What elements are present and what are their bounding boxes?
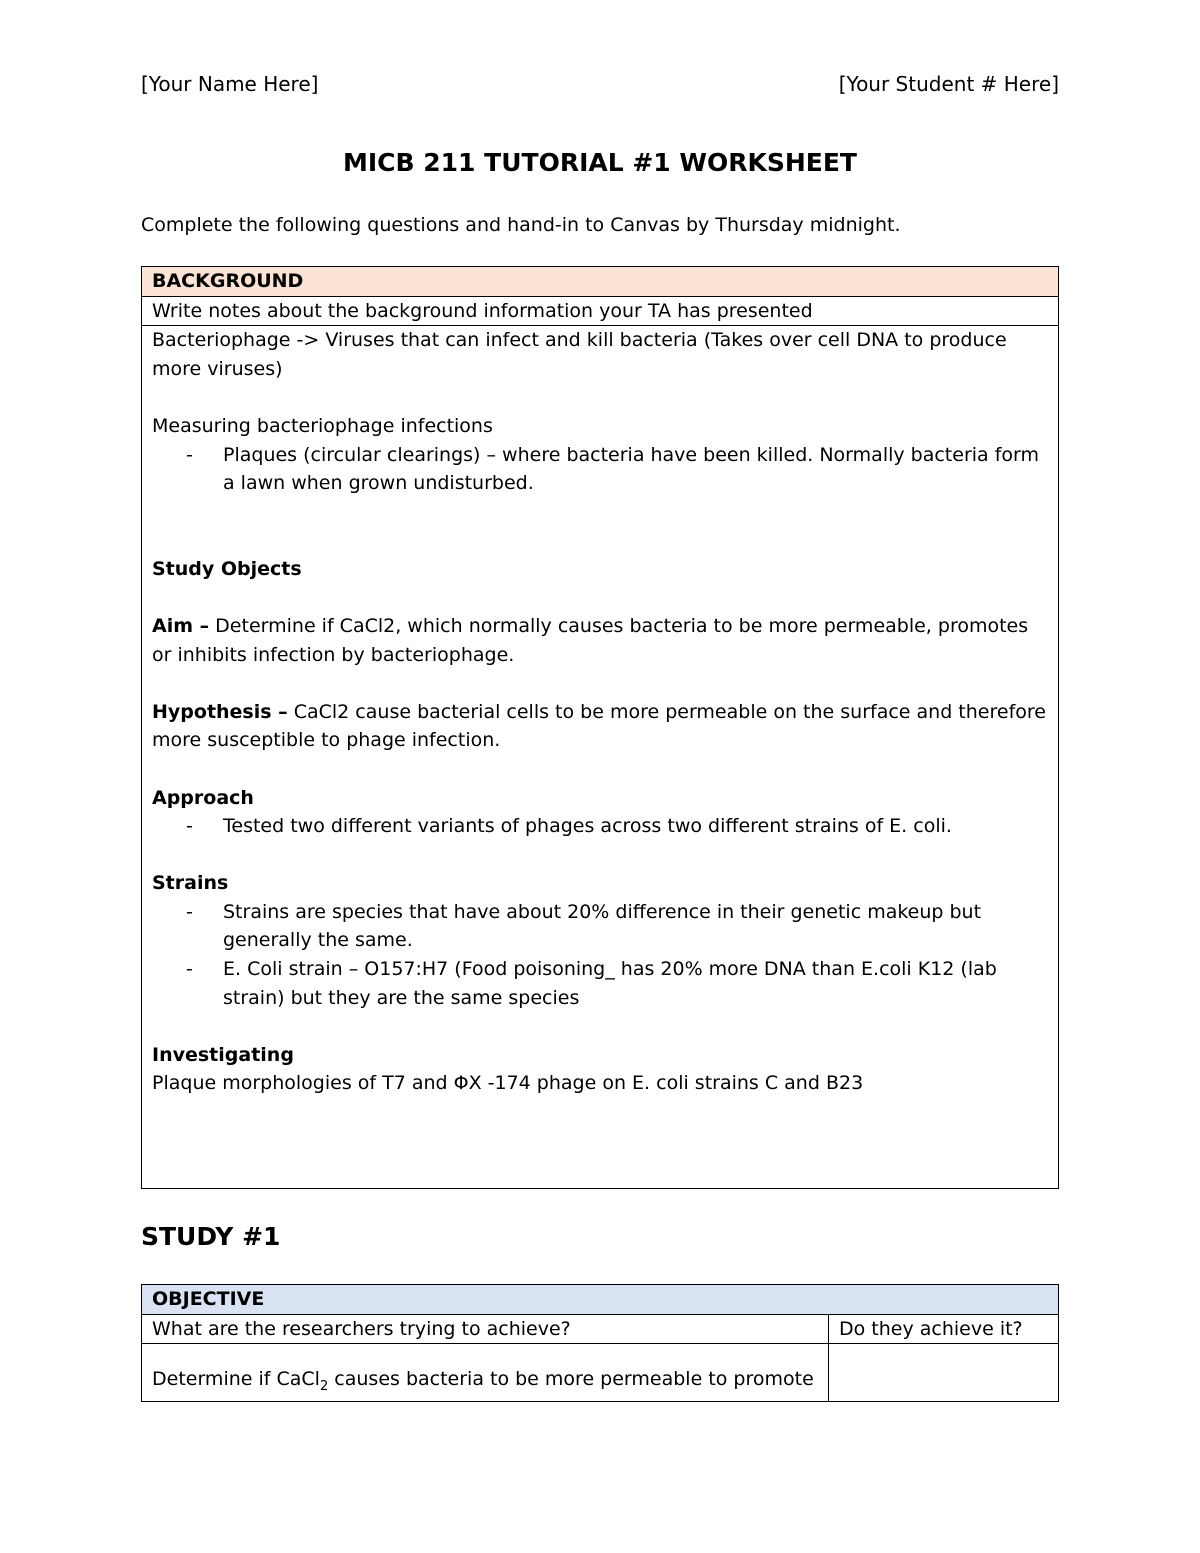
aim-label: Aim – [152, 614, 210, 637]
answer-subscript: 2 [319, 1378, 329, 1394]
study-1-heading: STUDY #1 [141, 1222, 281, 1251]
objective-question-right: Do they achieve it? [829, 1314, 1059, 1344]
investigating-heading: Investigating [152, 1043, 294, 1066]
name-placeholder: [Your Name Here] [141, 72, 319, 96]
measuring-heading: Measuring bacteriophage infections [152, 414, 493, 437]
bacteriophage-intro: Bacteriophage -> Viruses that can infect and kill bacteria (Takes over cell DNA to produce more viruses) [152, 329, 1007, 380]
strains-bullet-1: Strains are species that have about 20% difference in their genetic makeup but generally the same. [223, 900, 982, 952]
hypothesis-paragraph [152, 698, 1048, 755]
objective-answer-row[interactable] [142, 1344, 1059, 1402]
worksheet-title: MICB 211 TUTORIAL #1 WORKSHEET [342, 148, 857, 177]
objective-question-left: What are the researchers trying to achieve? [142, 1314, 829, 1344]
background-subheading: Write notes about the background information your TA has presented [142, 296, 1059, 326]
measuring-bullet: Plaques (circular clearings) – where bacteria have been killed. Normally bacteria form a lawn when grown undisturbed. [223, 443, 1040, 495]
investigating-text: Plaque morphologies of T7 and ΦX -174 phage on E. coli strains C and B23 [152, 1072, 864, 1095]
objective-heading: OBJECTIVE [142, 1285, 1059, 1315]
background-subheading-row [142, 296, 1059, 326]
objective-question-row [142, 1314, 1059, 1344]
background-notes[interactable] [142, 326, 1059, 1189]
strains-bullet-2: E. Coli strain – O157:H7 (Food poisoning_ has 20% more DNA than E.coli K12 (lab strain) but they are the same species [223, 958, 997, 1009]
objective-achieved-answer[interactable] [829, 1344, 1059, 1402]
approach-heading: Approach [152, 786, 254, 809]
aim-paragraph [152, 612, 1048, 669]
list-item: - Strains are species that have about 20% difference in their genetic makeup but generally the same. [186, 900, 982, 952]
background-heading: BACKGROUND [142, 267, 1059, 297]
study-objects-heading: Study Objects [152, 557, 302, 580]
approach-bullet: Tested two different variants of phages across two different strains of E. coli. [223, 815, 952, 838]
answer-prefix: Determine if CaCl [152, 1367, 320, 1390]
list-item: - Plaques (circular clearings) – where bacteria have been killed. Normally bacteria form a lawn when grown undisturbed. [186, 443, 1040, 495]
aim-text: Determine if CaCl2, which normally causes bacteria to be more permeable, promotes or inhibits infection by bacteriophage. [152, 614, 1029, 666]
hypothesis-text: CaCl2 cause bacterial cells to be more permeable on the surface and therefore more susceptible to phage infection. [152, 700, 1046, 752]
hypothesis-label: Hypothesis – [152, 700, 288, 723]
objective-heading-row [142, 1285, 1059, 1315]
list-item: - Tested two different variants of phages across two different strains of E. coli. [186, 815, 952, 838]
strains-heading: Strains [152, 872, 229, 895]
background-notes-row[interactable] [142, 326, 1059, 1189]
background-heading-row [142, 267, 1059, 297]
background-table [141, 266, 1059, 1189]
instructions: Complete the following questions and hand-in to Canvas by Thursday midnight. [141, 214, 901, 236]
answer-suffix: causes bacteria to be more permeable to promote [328, 1367, 814, 1390]
list-item: - E. Coli strain – O157:H7 (Food poisoning_ has 20% more DNA than E.coli K12 (lab strain) but they are the same species [186, 958, 997, 1009]
objective-answer[interactable] [142, 1344, 829, 1402]
objective-table [141, 1284, 1059, 1402]
student-number-placeholder: [Your Student # Here] [838, 72, 1059, 96]
